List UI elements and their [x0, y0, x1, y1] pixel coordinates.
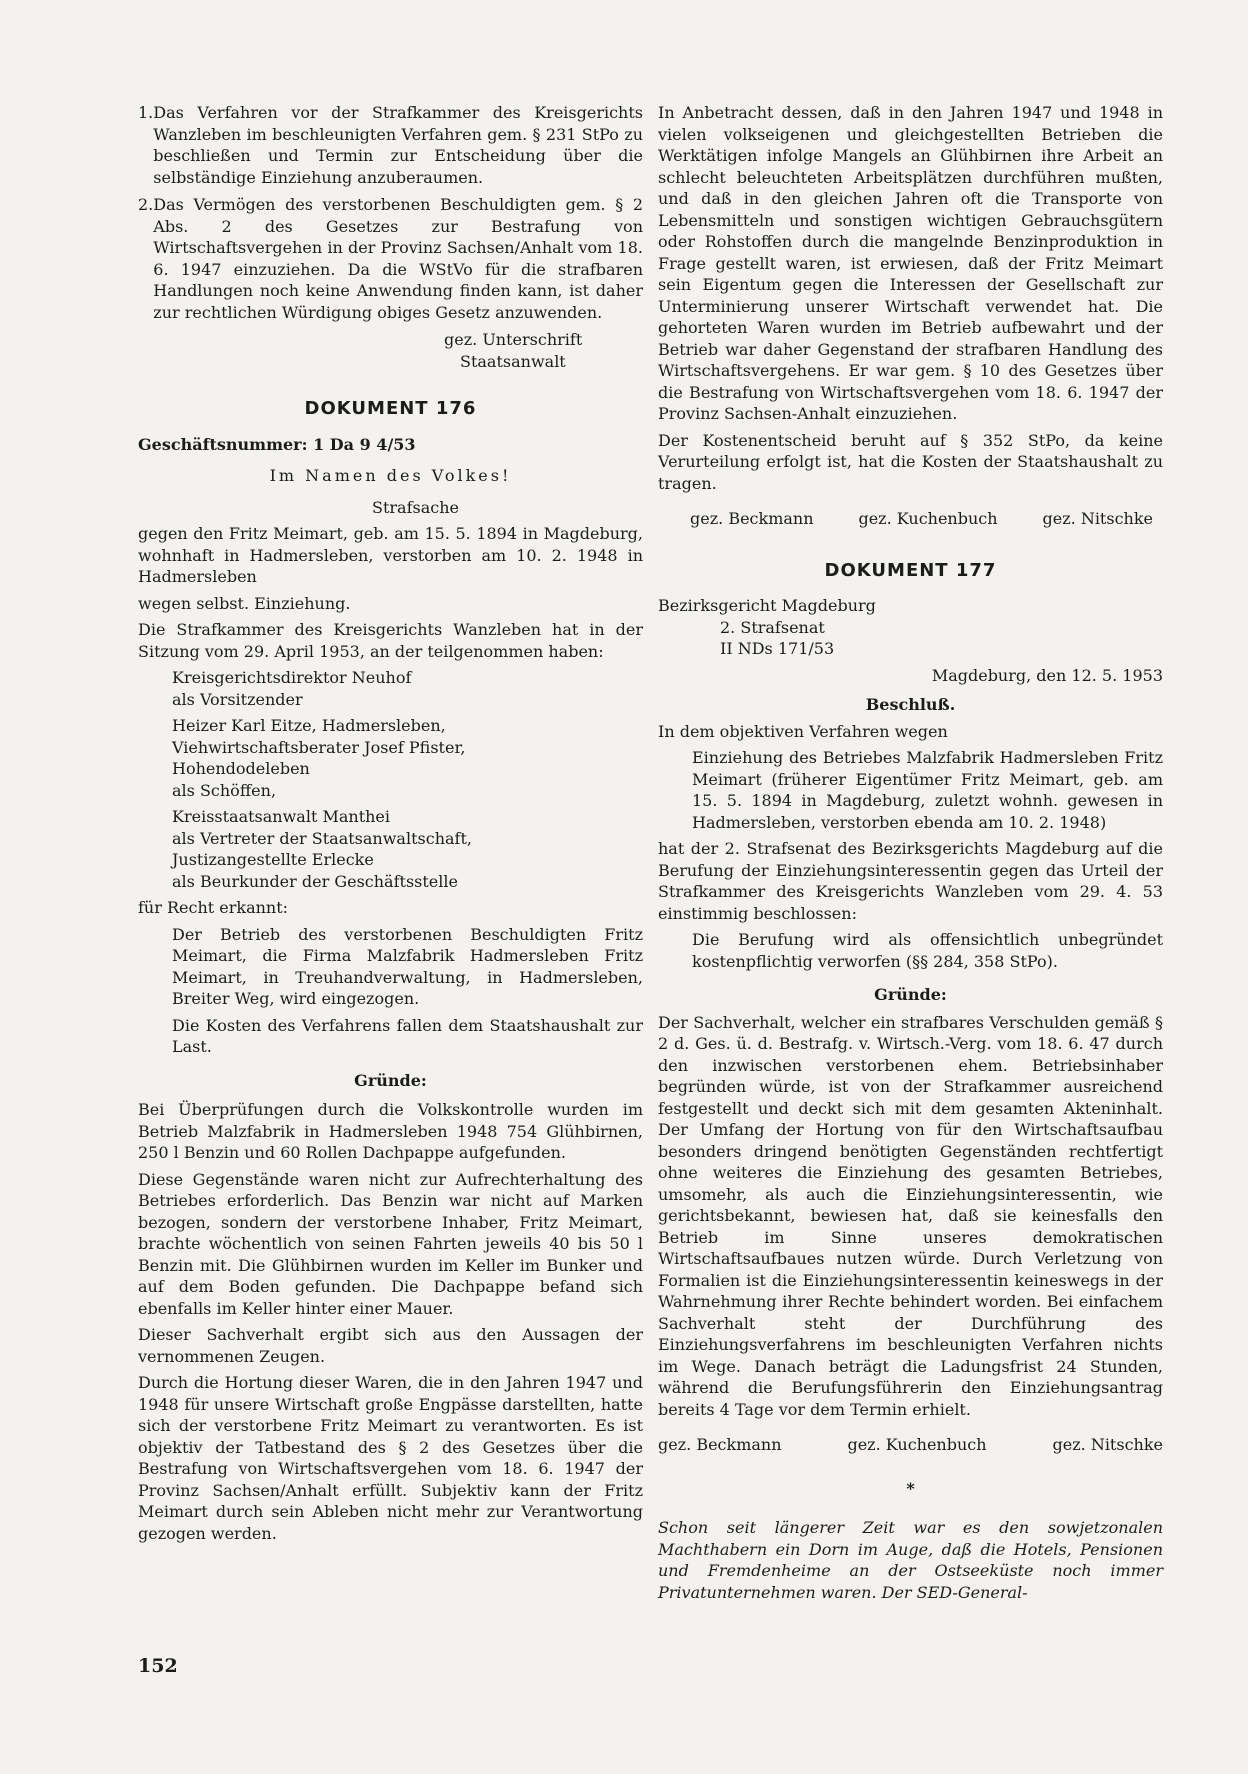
paragraph: Der Kostenentscheid beruht auf § 352 StPo, da keine Verurteilung erfolgt ist, hat die Kosten der Staatshaushalt zu tragen.: [658, 430, 1163, 493]
case-type: Strafsache: [372, 497, 459, 517]
list-item: [138, 194, 643, 323]
paragraph: Einziehung des Betriebes Malzfabrik Hadmersleben Fritz Meimart (früherer Eigentümer Fritz Meimart, geb. am 15. 5. 1894 in Magdeburg, zuletzt wohnh. gewesen in Hadmersleben, verstorben ebenda am 10. 2. 1948): [692, 748, 1163, 832]
verdict: [138, 924, 643, 1058]
paragraph: gegen den Fritz Meimart, geb. am 15. 5. 1894 in Magdeburg, wohnhaft in Hadmersleben, verstorben am 10. 2. 1948 in Hadmersleben: [138, 524, 643, 586]
court-members: [138, 667, 643, 892]
right-column: [658, 102, 1163, 1608]
separator-star: *: [906, 1478, 915, 1498]
paragraph: Bei Überprüfungen durch die Volkskontrolle wurden im Betrieb Malzfabrik in Hadmersleben 1948 754 Glühbirnen, 250 l Benzin und 60 Rollen Dachpappe aufgefunden.: [138, 1100, 643, 1162]
paragraph: Die Strafkammer des Kreisgerichts Wanzleben hat in der Sitzung vom 29. April 1953, an der teilgenommen haben:: [138, 620, 643, 661]
left-column: [138, 102, 643, 1549]
paragraph: für Recht erkannt:: [138, 898, 289, 917]
signature: gez. Beckmann: [690, 509, 814, 528]
paragraph: hat der 2. Strafsenat des Bezirksgerichts Magdeburg auf die Berufung der Einziehungsinteressentin gegen das Urteil der Strafkammer des Kreisgerichts Wanzleben vom 29. 4. 53 einstimmig beschlossen:: [658, 839, 1163, 923]
member-line: Kreisgerichtsdirektor Neuhof: [172, 668, 412, 687]
document-heading: DOKUMENT 176: [304, 398, 477, 419]
member-line: Heizer Karl Eitze, Hadmersleben,: [172, 716, 446, 735]
paragraph: Diese Gegenstände waren nicht zur Aufrechterhaltung des Betriebes erforderlich. Das Benzin war nicht auf Marken bezogen, sondern der verstorbene Inhaber, Fritz Meimart, brachte wöchentlich von seinen Fahrten jeweils 40 bis 50 l Benzin mit. Die Glühbirnen wurden im Keller im Bunker und auf dem Boden gefunden. Die Dachpappe befand sich ebenfalls im Keller hinter einer Mauer.: [138, 1169, 643, 1318]
list-number: 1.: [138, 103, 154, 122]
member-line: Viehwirtschaftsberater Josef Pfister,: [172, 737, 466, 757]
paragraph: Die Berufung wird als offensichtlich unbegründet kostenpflichtig verworfen (§§ 284, 358 StPo).: [692, 930, 1163, 971]
document-heading: DOKUMENT 177: [824, 559, 997, 581]
paragraph: Dieser Sachverhalt ergibt sich aus den Aussagen der vernommenen Zeugen.: [138, 1325, 643, 1366]
paragraph: In Anbetracht dessen, daß in den Jahren 1947 und 1948 in vielen volkseigenen und gleichgestellten Betrieben die Werktätigen infolge Mangels an Glühbirnen ihre Arbeit an schlecht beleuchteten Arbeitsplätzen durchführen mußten, und daß in den gleichen Jahren oft die Transporte von Lebensmitteln und sonstigen wichtigen Gebrauchsgütern oder Rohstoffen durch die mangelnde Benzinproduktion in Frage gestellt waren, ist erwiesen, daß der Fritz Meimart sein Eigentum gegen die Interessen der Gesellschaft zur Unterminierung unserer Wirtschaft verwendet hat. Die gehorteten Waren wurden im Betrieb aufbewahrt und der Betrieb war daher Gegenstand der strafbaren Handlung des Wirtschaftsvergehens. Er war gem. § 10 des Gesetzes über die Bestrafung von Wirtschaftsvergehen vom 18. 6. 1947 der Provinz Sachsen-Anhalt einzuziehen.: [658, 103, 1163, 423]
paragraph: Der Sachverhalt, welcher ein strafbares Verschulden gemäß § 2 d. Ges. ü. d. Bestrafg. v. Wirtsch.-Verg. vom 18. 6. 47 durch den inzwischen verstorbenen ehem. Betriebsinhaber begründen würde, ist von der Strafkammer ausreichend festgestellt und deckt sich mit dem gesamten Akteninhalt. Der Umfang der Hortung von für den Wirtschaftsaufbau besonders dringend benötigten Gegenständen rechtfertigt ohne weiteres die Einziehung des gesamten Betriebes, umsomehr, als auch die Einziehungsinteressentin, wie gerichtsbekannt, bewiesen hat, daß sie keinesfalls den Betrieb im Sinne unseres demokratischen Wirtschaftsaufbaues nutzen würde. Durch Verletzung von Formalien ist die Einziehungsinteressentin keineswegs in der Wahrnehmung ihrer Rechte behindert worden. Bei einfachem Sachverhalt steht der Durchführung des Einziehungsverfahrens im beschleunigten Verfahren nichts im Wege. Danach beträgt die Ladungsfrist 24 Stunden, während die Berufungsführerin den Einziehungsantrag bereits 4 Tage vor dem Termin erhielt.: [658, 1012, 1163, 1419]
member-line: als Vertreter der Staatsanwaltschaft,: [172, 828, 472, 848]
signature-row: [658, 1434, 1163, 1456]
signature: gez. Kuchenbuch: [858, 509, 998, 528]
member-line: Kreisstaatsanwalt Manthei: [172, 807, 391, 826]
page-number: 152: [138, 1655, 178, 1677]
signature-title: Staatsanwalt: [460, 351, 566, 371]
commentary-paragraph: Schon seit längerer Zeit war es den sowjetzonalen Machthabern ein Dorn im Auge, daß die Hotels, Pensionen und Fremdenheime an der Ostseeküste noch immer Privatunternehmen waren. Der SED-General-: [658, 1518, 1163, 1602]
court-name: Bezirksgericht Magdeburg: [658, 596, 876, 615]
signature-row: [658, 508, 1163, 530]
member-line: als Beurkunder der Geschäftsstelle: [172, 871, 458, 891]
list-number: 2.: [138, 195, 154, 214]
member-line: Justizangestellte Erlecke: [172, 850, 374, 869]
case-number: Geschäftsnummer: 1 Da 9 4/53: [138, 434, 416, 454]
list-item: [138, 102, 643, 188]
signature: gez. Nitschke: [1042, 509, 1153, 528]
signature-line: gez. Unterschrift: [444, 330, 583, 349]
paragraph: wegen selbst. Einziehung.: [138, 593, 351, 613]
member-line: als Schöffen,: [172, 780, 277, 800]
paragraph: Der Betrieb des verstorbenen Beschuldigten Fritz Meimart, die Firma Malzfabrik Hadmersleben Fritz Meimart, in Treuhandverwaltung, in Hadmersleben, Breiter Weg, wird eingezogen.: [172, 924, 643, 1008]
member-line: Hohendodeleben: [172, 759, 310, 778]
section-heading: Beschluß.: [865, 695, 956, 714]
section-heading: Gründe:: [354, 1070, 427, 1090]
signature: gez. Kuchenbuch: [847, 1435, 987, 1454]
date-line: Magdeburg, den 12. 5. 1953: [931, 665, 1163, 685]
signature: gez. Beckmann: [658, 1435, 782, 1454]
paragraph: In dem objektiven Verfahren wegen: [658, 721, 948, 741]
verdict-formula: Im Namen des Volkes!: [269, 466, 512, 485]
paragraph: Durch die Hortung dieser Waren, die in den Jahren 1947 und 1948 für unsere Wirtschaft große Engpässe darstellten, hatte sich der verstorbene Fritz Meimart zu verantworten. Es ist objektiv der Tatbestand des § 2 des Gesetzes über die Bestrafung von Wirtschaftsvergehen vom 18. 6. 1947 der Provinz Sachsen/Anhalt erfüllt. Subjektiv kann der Fritz Meimart durch sein Ableben nicht mehr zur Verantwortung gezogen werden.: [138, 1373, 643, 1543]
list-text: Das Verfahren vor der Strafkammer des Kreisgerichts Wanzleben im beschleunigten Verfahren gem. § 231 StPo zu beschließen und Termin zur Entscheidung über die selbständige Einziehung anzuberaumen.: [153, 103, 643, 187]
section-heading: Gründe:: [874, 985, 947, 1004]
member-line: als Vorsitzender: [172, 689, 303, 709]
paragraph: Die Kosten des Verfahrens fallen dem Staatshaushalt zur Last.: [172, 1015, 643, 1056]
court-senate: 2. Strafsenat: [720, 617, 825, 637]
court-file-number: II NDs 171/53: [720, 639, 835, 658]
signature: gez. Nitschke: [1052, 1435, 1163, 1454]
list-text: Das Vermögen des verstorbenen Beschuldigten gem. § 2 Abs. 2 des Gesetzes zur Bestrafung von Wirtschaftsvergehen in der Provinz Sachsen/Anhalt vom 18. 6. 1947 einzuziehen. Da die WStVo für die strafbaren Handlungen noch keine Anwendung finden kann, ist daher zur rechtlichen Würdigung obiges Gesetz anzuwenden.: [153, 195, 643, 322]
